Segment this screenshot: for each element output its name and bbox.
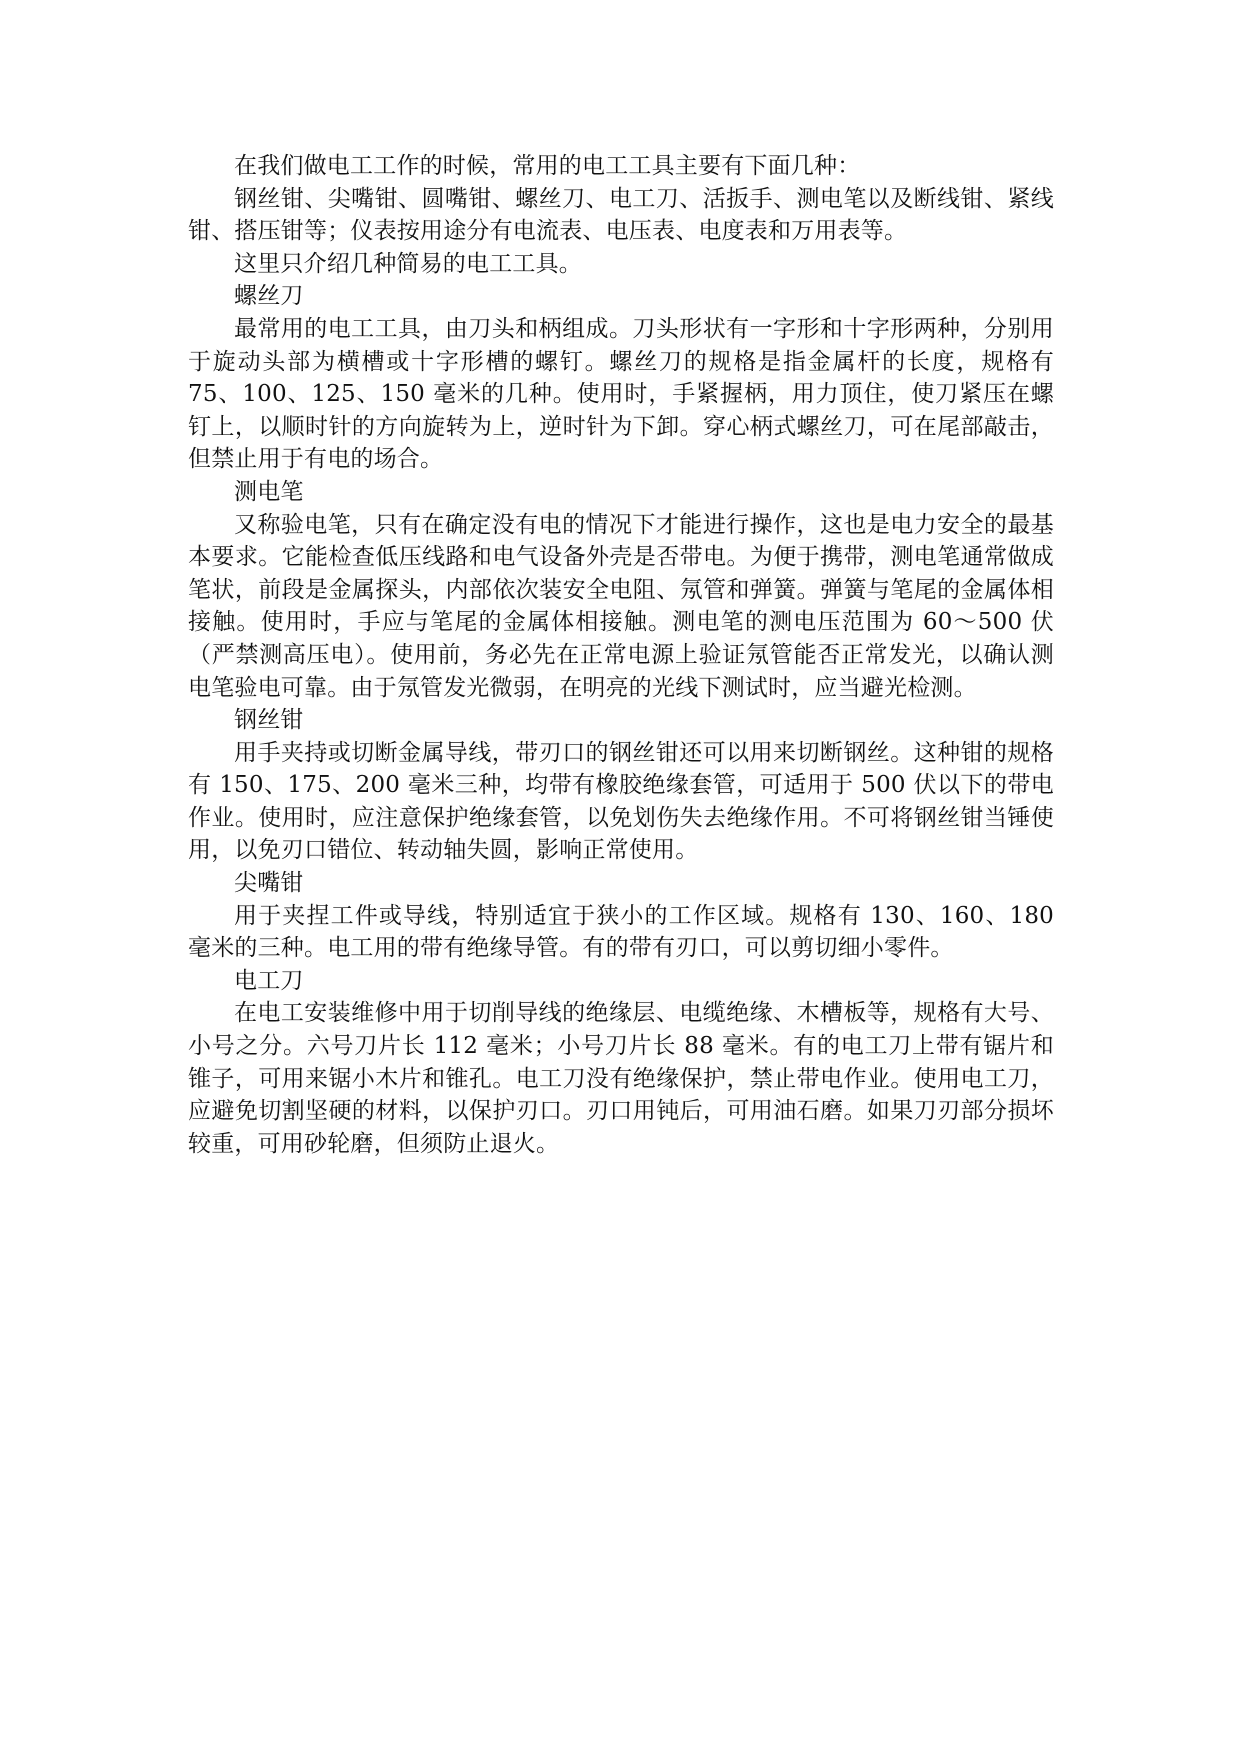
- needle-nose-pliers-paragraph: 用于夹捏工件或导线，特别适宜于狭小的工作区域。规格有 130、160、180 毫米的三种。电工用的带有绝缘导管。有的带有刃口，可以剪切细小零件。: [188, 902, 1054, 962]
- electrician-knife-paragraph: 在电工安装维修中用于切削导线的绝缘层、电缆绝缘、木槽板等，规格有大号、小号之分。六号刀片长 112 毫米；小号刀片长 88 毫米。有的电工刀上带有锯片和锥子，可用来锯小木片和锥孔。电工刀没有绝缘保护，禁止带电作业。使用电工刀，应避免切割坚硬的材料，以保护刃口。刃口用钝后，可用油石磨。如果刀刃部分损坏较重，可用砂轮磨，但须防止退火。: [188, 1000, 1054, 1157]
- screwdriver-paragraph: 最常用的电工工具，由刀头和柄组成。刀头形状有一字形和十字形两种，分别用于旋动头部为横槽或十字形槽的螺钉。螺丝刀的规格是指金属杆的长度，规格有 75、100、125、150 毫米的几种。使用时，手紧握柄，用力顶住，使刀紧压在螺钉上，以顺时针的方向旋转为上，逆时针为下卸。穿心柄式螺丝刀，可在尾部敲击，但禁止用于有电的场合。: [188, 315, 1054, 473]
- tool-list-paragraph: 钢丝钳、尖嘴钳、圆嘴钳、螺丝刀、电工刀、活扳手、测电笔以及断线钳、紧线钳、搭压钳等；仪表按用途分有电流表、电压表、电度表和万用表等。: [188, 185, 1054, 245]
- scope-paragraph: 这里只介绍几种简易的电工工具。: [234, 250, 582, 277]
- section-heading-wire-pliers: 钢丝钳: [234, 707, 304, 734]
- intro-paragraph: 在我们做电工工作的时候，常用的电工工具主要有下面几种：: [234, 153, 861, 179]
- section-heading-screwdriver: 螺丝刀: [234, 283, 304, 310]
- wire-pliers-paragraph: 用手夹持或切断金属导线，带刃口的钢丝钳还可以用来切断钢丝。这种钳的规格有 150、175、200 毫米三种，均带有橡胶绝缘套管，可适用于 500 伏以下的带电作业。使用时，应注意保护绝缘套管，以免划伤失去绝缘作用。不可将钢丝钳当锤使用，以免刃口错位、转动轴失圆，影响正常使用。: [188, 739, 1054, 864]
- section-heading-needle-nose-pliers: 尖嘴钳: [234, 870, 304, 897]
- section-heading-electrician-knife: 电工刀: [234, 967, 304, 994]
- section-heading-test-pen: 测电笔: [234, 478, 304, 505]
- document-body: [188, 150, 1054, 1160]
- test-pen-paragraph: 又称验电笔，只有在确定没有电的情况下才能进行操作，这也是电力安全的最基本要求。它能检查低压线路和电气设备外壳是否带电。为便于携带，测电笔通常做成笔状，前段是金属探头，内部依次装安全电阻、氖管和弹簧。弹簧与笔尾的金属体相接触。使用时，手应与笔尾的金属体相接触。测电笔的测电压范围为 60～500 伏（严禁测高压电）。使用前，务必先在正常电源上验证氖管能否正常发光，以确认测电笔验电可靠。由于氖管发光微弱，在明亮的光线下测试时，应当避光检测。: [188, 511, 1054, 701]
